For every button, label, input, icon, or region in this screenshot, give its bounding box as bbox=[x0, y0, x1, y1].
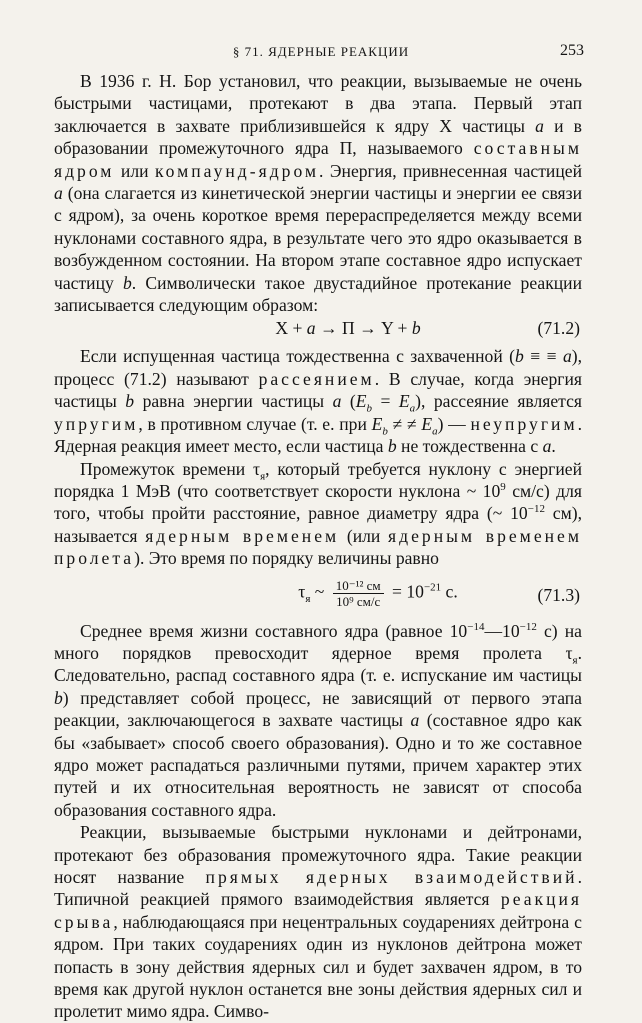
equation-number: (71.3) bbox=[537, 584, 580, 605]
equation-number: (71.2) bbox=[537, 318, 580, 339]
paragraph-2: Если испущенная частица тождественна с захваченной (b ≡ ≡ a), процесс (71.2) называют рассеянием. В случае, когда энергия частицы b равна энергии частицы a $(E_b = E_a)$, рассеяние является упругим, в противном случае (т. е. при $E_b$ ≠ ≠ $E_a$) — неупругим. Ядерная реакция имеет место, если частица b не тождественна с a. bbox=[54, 346, 582, 457]
paragraph-5: Реакции, вызываемые быстрыми нуклонами и дейтронами, протекают без образования промежуточного ядра. Такие реакции носят название прямых ядерных взаимодействий. Типичной реакцией прямого взаимодействия является реакция срыва, наблюдающаяся при нецентральных соударениях дейтрона с ядром. При таких соударениях один из нуклонов дейтрона может попасть в зону действия ядерных сил и будет захвачен ядром, в то время как другой нуклон останется вне зоны действия ядерных сил и пролетит мимо ядра. Симво- bbox=[54, 822, 582, 1022]
running-title: § 71. ЯДЕРНЫЕ РЕАКЦИИ bbox=[232, 44, 410, 59]
body-text bbox=[54, 70, 582, 1023]
fraction: $\frac{\text{10⁻¹² см}}{\text{10⁹ см/с}}$ bbox=[333, 578, 384, 609]
equation-71-2: X + a → П → Y + b (71.2) bbox=[275, 318, 580, 339]
paragraph-4: Среднее время жизни составного ядра (равное $10^{-14}—10^{-12}$ с) на много порядков превосходит ядерное время пролета $\tau_я$. Следовательно, распад составного ядра (т. е. испускание им частицы b) представляет собой процесс, не зависящий от первого этапа реакции, заключающегося в захвате частицы a (составное ядро как бы «забывает» способ своего образования). Одно и то же составное ядро может распадаться различными путями, причем характер этих путей и их относительная вероятность не зависят от способа образования составного ядра. bbox=[54, 620, 582, 820]
page-number: 253 bbox=[560, 42, 584, 59]
paragraph-1: В 1936 г. Н. Бор установил, что реакции, вызываемые не очень быстрыми частицами, протекают в два этапа. Первый этап заключается в захвате приблизившейся к ядру X частицы a и в образовании промежуточного ядра П, называемого составным ядром или компаунд-ядром. Энергия, привнесенная частицей a (она слагается из кинетической энергии частицы и энергии ее связи с ядром), за очень короткое время перераспределяется между всеми нуклонами составного ядра, в результате чего это ядро оказывается в возбужденном состоянии. На втором этапе составное ядро испускает частицу b. Символически такое двустадийное протекание реакции записывается следующим образом: bbox=[54, 71, 582, 316]
running-head bbox=[0, 44, 642, 66]
equation-71-3: $\tau_я$ ~ $\frac{\text{10⁻¹² см}}{\text{10⁹ см/с}}$ = $10^{-21}$ с. (71.3) bbox=[298, 577, 580, 609]
paragraph-3: Промежуток времени $\tau_я$, который требуется нуклону с энергией порядка 1 МэВ (что соответствует скорости нуклона ~ $10^9$ см/с) для того, чтобы пройти расстояние, равное диаметру ядра (~ $10^{-12}$ см), называется ядерным временем (или ядерным временем пролета). Это время по порядку величины равно bbox=[54, 458, 582, 569]
